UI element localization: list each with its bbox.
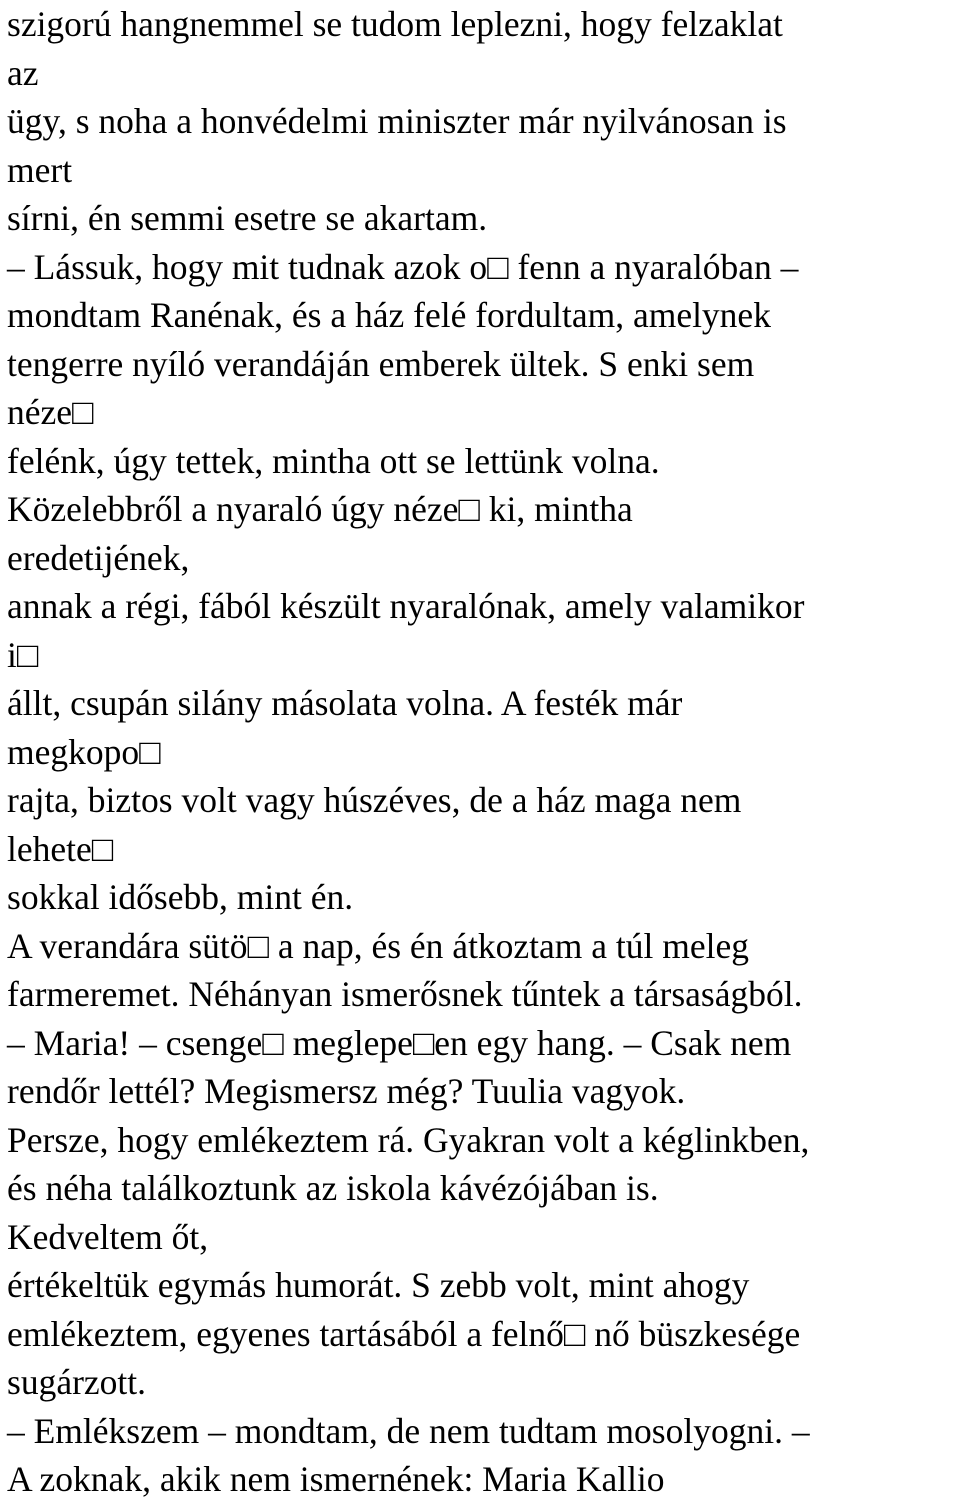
text-line: – Maria! – csenge□ meglepe□en egy hang. – Csak nem xyxy=(7,1022,792,1063)
text-line: rajta, biztos volt vagy húszéves, de a ház maga nem xyxy=(7,780,742,820)
text-line: eredetijének, xyxy=(7,537,190,578)
document-page xyxy=(7,0,957,1504)
text-line: sokkal idősebb, mint én. xyxy=(7,877,354,917)
text-line: Közelebbről a nyaraló úgy néze□ ki, mintha xyxy=(7,489,633,529)
text-line: értékeltük egymás humorát. S zebb volt, mint ahogy xyxy=(7,1265,750,1305)
text-line: – Lássuk, hogy mit tudnak azok o□ fenn a nyaralóban – xyxy=(7,246,799,287)
text-line: Persze, hogy emlékeztem rá. Gyakran volt a kéglinkben, xyxy=(7,1119,810,1160)
text-line: állt, csupán silány másolata volna. A festék már xyxy=(7,683,683,723)
text-line: mert xyxy=(7,149,73,190)
text-line: sugárzott. xyxy=(7,1362,147,1402)
text-line: farmeremet. Néhányan ismerősnek tűntek a társaságból. xyxy=(7,974,803,1014)
text-line: megkopo□ xyxy=(7,731,161,772)
text-line: A verandára sütö□ a nap, és én átkoztam a túl meleg xyxy=(7,925,750,966)
text-line: i□ xyxy=(7,634,39,675)
text-line: felénk, úgy tettek, mintha ott se lettünk volna. xyxy=(7,440,660,481)
text-line: ügy, s noha a honvédelmi miniszter már nyilvánosan is xyxy=(7,101,787,141)
text-line: Kedveltem őt, xyxy=(7,1216,209,1257)
text-line: az xyxy=(7,52,39,93)
text-line: emlékeztem, egyenes tartásából a felnő□ nő büszkesége xyxy=(7,1313,801,1354)
text-line: néze□ xyxy=(7,392,94,432)
text-line: szigorú hangnemmel se tudom leplezni, hogy felzaklat xyxy=(7,4,783,44)
text-line: lehete□ xyxy=(7,828,114,869)
text-line: mondtam Ranénak, és a ház felé fordultam, amelynek xyxy=(7,295,771,335)
text-line: sírni, én semmi esetre se akartam. xyxy=(7,198,488,238)
text-line: annak a régi, fából készült nyaralónak, amely valamikor xyxy=(7,586,805,626)
text-line: rendőr lettél? Megismersz még? Tuulia vagyok. xyxy=(7,1071,686,1111)
text-line: tengerre nyíló verandáján emberek ültek. S enki sem xyxy=(7,343,755,384)
text-line: A zoknak, akik nem ismernének: Maria Kallio xyxy=(7,1459,665,1499)
text-line: – Emlékszem – mondtam, de nem tudtam mosolyogni. – xyxy=(7,1410,810,1451)
text-line: és néha találkoztunk az iskola kávézójában is. xyxy=(7,1168,659,1208)
